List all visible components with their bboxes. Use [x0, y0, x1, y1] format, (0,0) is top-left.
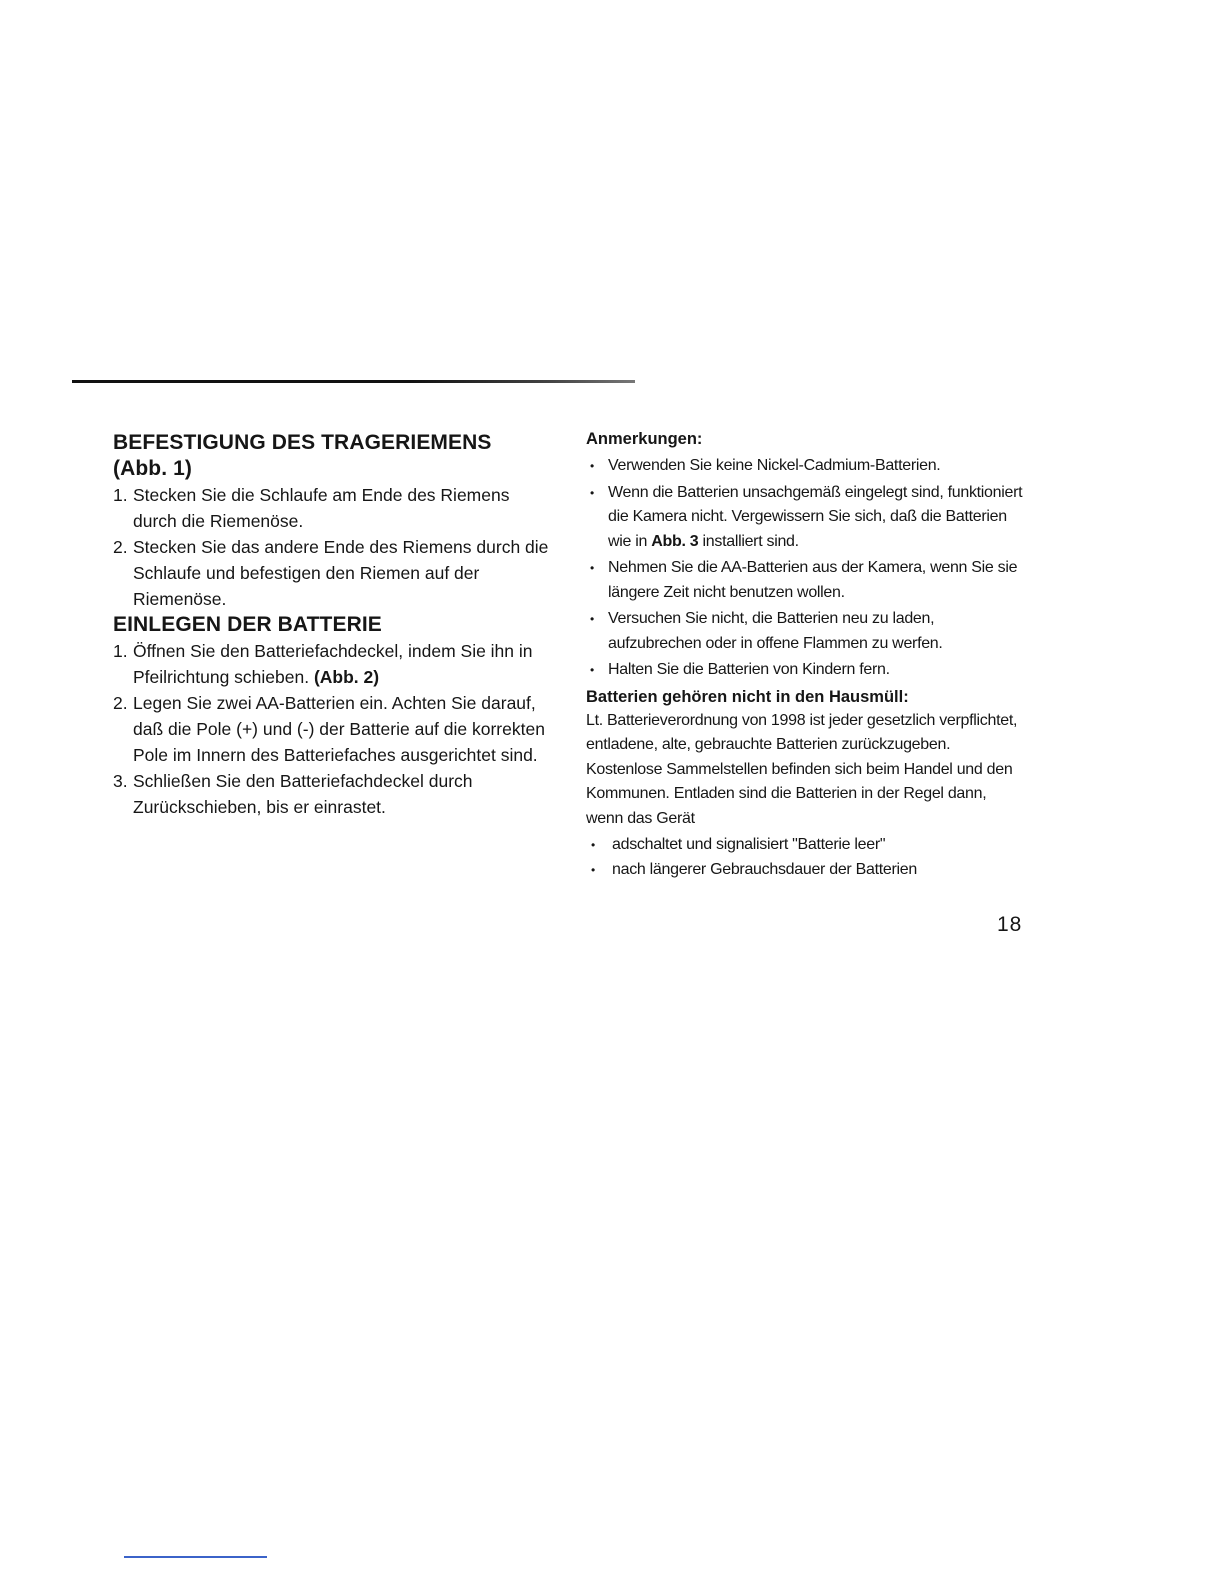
- page-number: 18: [997, 913, 1023, 936]
- step-number: 3.: [113, 771, 128, 791]
- list-item: [586, 556, 1026, 605]
- list-item: [113, 768, 553, 820]
- step-text-wrapper: [133, 638, 553, 690]
- figure-reference: Abb. 3: [651, 532, 699, 550]
- note-text-wrapper: [608, 481, 1026, 555]
- note-text: installiert sind.: [702, 532, 799, 550]
- list-item: [113, 482, 553, 534]
- condition-text: adschaltet und signalisiert "Batterie leer": [612, 836, 886, 853]
- step-text: Stecken Sie die Schlaufe am Ende des Riemens durch die Riemenöse.: [133, 485, 510, 531]
- step-text: Stecken Sie das andere Ende des Riemens durch die Schlaufe und befestigen den Riemen auf der Riemenöse.: [133, 537, 549, 609]
- note-text: Halten Sie die Batterien von Kindern fern.: [608, 661, 890, 678]
- list-item: [586, 454, 1026, 479]
- notes-heading: Anmerkungen:: [586, 430, 703, 448]
- strap-title-line1: BEFESTIGUNG DES TRAGERIEMENS: [113, 431, 492, 454]
- bullet-icon: •: [591, 862, 595, 877]
- bullet-icon: •: [590, 485, 594, 500]
- strap-section-title: [113, 430, 553, 482]
- note-text: Nehmen Sie die AA-Batterien aus der Kamera, wenn Sie sie längere Zeit nicht benutzen wollen.: [608, 559, 1018, 601]
- note-text: Wenn die Batterien unsachgemäß eingelegt sind, funktioniert die Kamera nicht. Vergewissern Sie sich, daß die Batterien wie in: [608, 483, 1023, 550]
- condition-text: nach längerer Gebrauchsdauer der Batterien: [612, 860, 917, 878]
- bullet-icon: •: [590, 612, 594, 626]
- note-text: Verwenden Sie keine Nickel-Cadmium-Batterien.: [608, 457, 941, 474]
- waste-heading: Batterien gehören nicht in den Hausmüll:: [586, 687, 909, 706]
- list-item: [586, 658, 1026, 683]
- bullet-icon: •: [590, 561, 594, 575]
- step-number: 2.: [113, 693, 128, 713]
- right-column: [586, 428, 1026, 882]
- strap-steps-list: [113, 482, 553, 612]
- step-text: Öffnen Sie den Batteriefachdeckel, indem Sie ihn in Pfeilrichtung schieben.: [133, 641, 533, 687]
- list-item: [586, 607, 1026, 656]
- figure-reference: (Abb. 2): [313, 667, 380, 687]
- bottom-accent-rule: [124, 1556, 267, 1558]
- step-number: 2.: [113, 537, 128, 557]
- battery-section-title: EINLEGEN DER BATTERIE: [113, 613, 382, 636]
- step-text: Legen Sie zwei AA-Batterien ein. Achten Sie darauf, daß die Pole (+) und (-) der Batterie auf die korrekten Pole im Innern des Batteriefaches ausgerichtet sind.: [133, 693, 545, 765]
- notes-list: [586, 454, 1026, 683]
- step-number: 1.: [113, 485, 128, 505]
- list-item: [586, 858, 1026, 883]
- top-divider-rule: [72, 380, 635, 383]
- strap-title-line2: (Abb. 1): [113, 457, 192, 480]
- battery-steps-list: [113, 638, 553, 820]
- step-number: 1.: [113, 641, 128, 661]
- step-text: Schließen Sie den Batteriefachdeckel durch Zurückschieben, bis er einrastet.: [133, 771, 473, 817]
- list-item: [586, 481, 1026, 555]
- left-column: [113, 430, 553, 820]
- waste-conditions-list: [586, 833, 1026, 882]
- bullet-icon: •: [590, 663, 594, 677]
- list-item: [113, 638, 553, 690]
- note-text: Versuchen Sie nicht, die Batterien neu zu laden, aufzubrechen oder in offene Flammen zu werfen.: [608, 610, 943, 652]
- list-item: [113, 690, 553, 768]
- list-item: [113, 534, 553, 612]
- waste-body-text: Lt. Batterieverordnung von 1998 ist jeder gesetzlich verpflichtet, entladene, alte, gebrauchte Batterien zurückzugeben. Kostenlose Sammelstellen befinden sich beim Handel und den Kommunen. Entladen sind die Batterien in der Regel dann, wenn das Gerät: [586, 711, 1018, 827]
- bullet-icon: •: [591, 838, 595, 852]
- bullet-icon: •: [590, 459, 594, 473]
- list-item: [586, 833, 1026, 858]
